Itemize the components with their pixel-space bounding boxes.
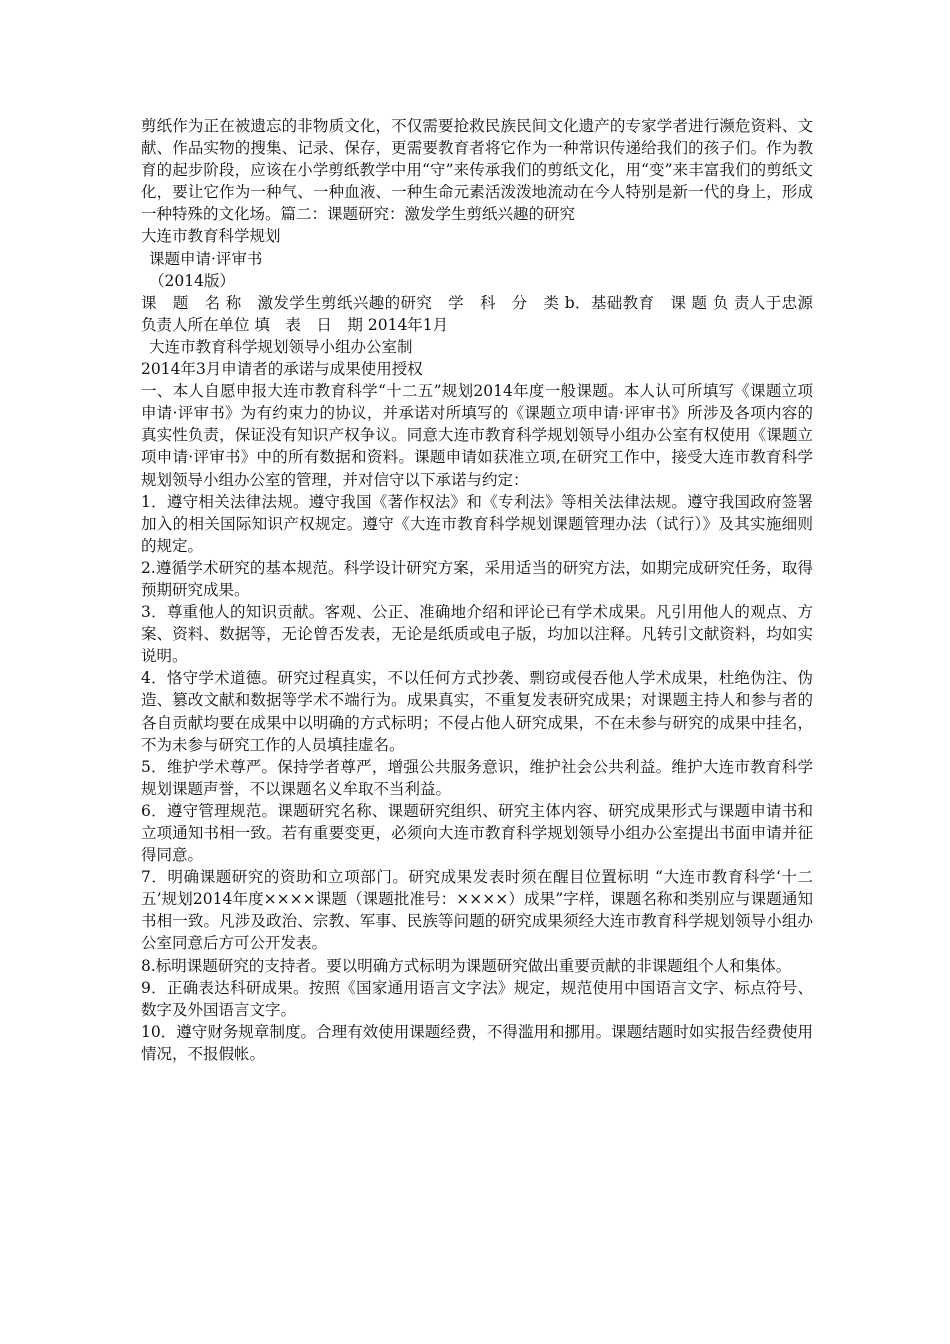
commitment-item: 7．明确课题研究的资助和立项部门。研究成果发表时须在醒目位置标明 “大连市教育科学‘十二五’规划2014年度××××课题（课题批准号：××××）成果”字样，课题名称和类别应与课题通知书相一致。凡涉及政治、宗教、军事、民族等问题的研究成果须经大连市教育科学规划领导小组办公室同意后方可公开发表。 (141, 868, 813, 953)
commitment-item: 5．维护学术尊严。保持学者尊严，增强公共服务意识，维护社会公共利益。维护大连市教育科学规划课题声誉，不以课题名义牟取不当利益。 (141, 757, 813, 798)
document-page (141, 115, 829, 1065)
commitment-item: 4．恪守学术道德。研究过程真实，不以任何方式抄袭、剽窃或侵吞他人学术成果，杜绝伪注、伪造、篡改文献和数据等学术不端行为。成果真实，不重复发表研究成果；对课题主持人和参与者的各自贡献均要在成果中以明确的方式标明；不侵占他人研究成果，不在未参与研究的成果中挂名，不为未参与研究工作的人员填挂虚名。 (141, 669, 813, 754)
commitment-item: 2.遵循学术研究的基本规范。科学设计研究方案，采用适当的研究方法，如期完成研究任务，取得预期研究成果。 (141, 558, 813, 599)
commitment-item: 8.标明课题研究的支持者。要以明确方式标明为课题研究做出重要贡献的非课题组个人和集体。 (141, 956, 792, 975)
org-title: 大连市教育科学规划 (141, 227, 281, 246)
commitment-title: 2014年3月申请者的承诺与成果使用授权 (141, 360, 423, 379)
issuing-office: 大连市教育科学规划领导小组办公室制 (149, 337, 413, 356)
form-meta-line: 课 题 名 称 激发学生剪纸兴趣的研究 学 科 分 类 b．基础教育 课 题 负 责人于忠源 负责人所在单位 填 表 日 期 2014年1月 (141, 293, 829, 334)
commitment-item: 3．尊重他人的知识贡献。客观、公正、准确地介绍和评论已有学术成果。凡引用他人的观点、方案、资料、数据等，无论曾否发表，无论是纸质或电子版，均加以注释。凡转引文献资料，均如实说明。 (141, 603, 813, 666)
edition: （2014版） (149, 271, 235, 290)
commitment-item: 1．遵守相关法律法规。遵守我国《著作权法》和《专利法》等相关法律法规。遵守我国政府签署加入的相关国际知识产权规定。遵守《大连市教育科学规划课题管理办法（试行）》及其实施细则的规定。 (141, 492, 813, 555)
commitment-item: 10．遵守财务规章制度。合理有效使用课题经费，不得滥用和挪用。课题结题时如实报告经费使用情况，不报假帐。 (141, 1022, 813, 1063)
intro-paragraph: 剪纸作为正在被遗忘的非物质文化，不仅需要抢救民族民间文化遗产的专家学者进行濒危资料、文献、作品实物的搜集、记录、保存，更需要教育者将它作为一种常识传递给我们的孩子们。作为教育的起步阶段，应该在小学剪纸教学中用“守”来传承我们的剪纸文化，用“变”来丰富我们的剪纸文化，要让它作为一种气、一种血液、一种生命元素活泼泼地流动在今人特别是新一代的身上，形成一种特殊的文化场。篇二：课题研究：激发学生剪纸兴趣的研究 (141, 117, 813, 224)
commitment-body: 一、本人自愿申报大连市教育科学“十二五”规划2014年度一般课题。本人认可所填写《课题立项申请·评审书》为有约束力的协议，并承诺对所填写的《课题立项申请·评审书》所涉及各项内容的真实性负责，保证没有知识产权争议。同意大连市教育科学规划领导小组办公室有权使用《课题立项申请·评审书》中的所有数据和资料。课题申请如获准立项,在研究工作中，接受大连市教育科学规划领导小组办公室的管理，并对信守以下承诺与约定： (141, 382, 813, 489)
commitment-item: 9．正确表达科研成果。按照《国家通用语言文字法》规定，规范使用中国语言文字、标点符号、数字及外国语言文字。 (141, 978, 813, 1019)
form-title: 课题申请·评审书 (149, 249, 263, 268)
commitment-item: 6．遵守管理规范。课题研究名称、课题研究组织、研究主体内容、研究成果形式与课题申请书和立项通知书相一致。若有重要变更，必须向大连市教育科学规划领导小组办公室提出书面申请并征得同意。 (141, 801, 813, 865)
